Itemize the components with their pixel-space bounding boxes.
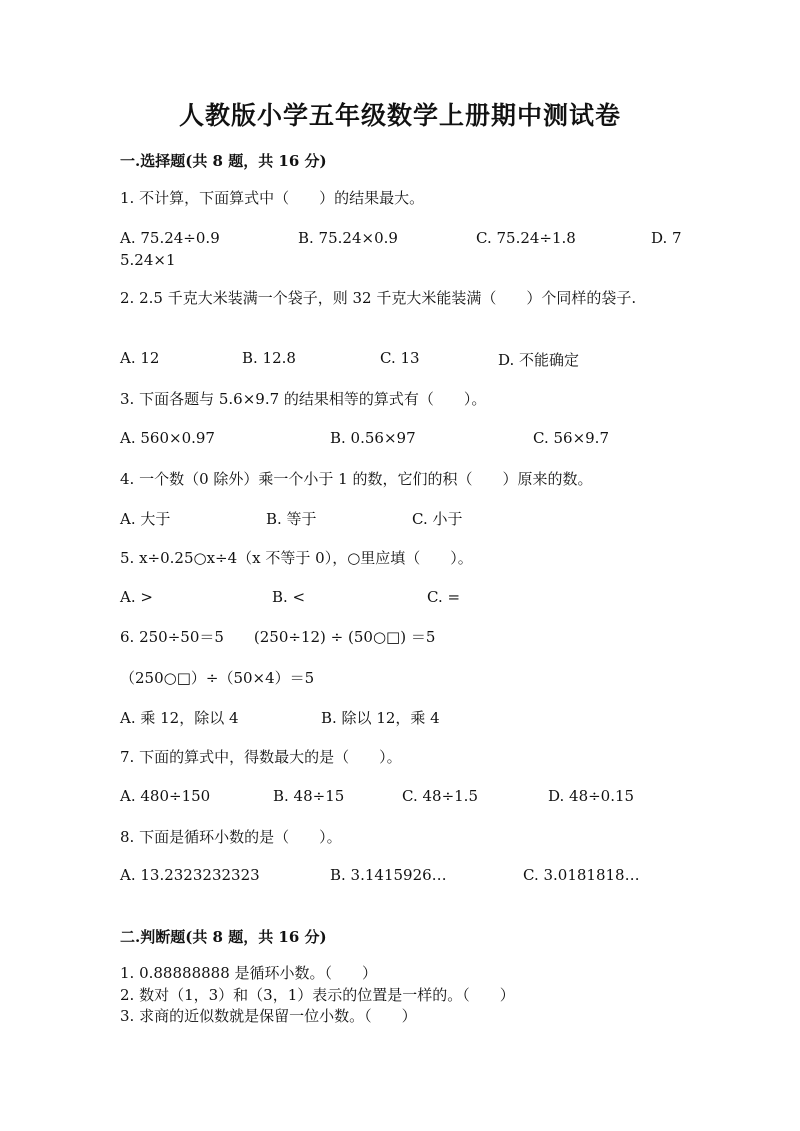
q1-option-d-wrap: 5.24×1: [120, 251, 176, 269]
question-6-line-2: （250○□）÷（50×4）＝5: [120, 669, 315, 687]
q4-option-c: C. 小于: [412, 510, 463, 528]
q7-option-c: C. 48÷1.5: [402, 787, 478, 805]
section-heading-judgement: 二.判断题(共 8 题，共 16 分): [120, 928, 327, 946]
q5-option-c: C. =: [427, 588, 461, 606]
question-7: 7. 下面的算式中，得数最大的是（ ）。: [120, 748, 402, 766]
q4-option-b: B. 等于: [266, 510, 317, 528]
question-8: 8. 下面是循环小数的是（ ）。: [120, 828, 342, 846]
q8-option-b: B. 3.1415926…: [330, 866, 447, 884]
q5-option-b: B. <: [272, 588, 306, 606]
q2-option-d: D. 不能确定: [498, 351, 580, 369]
q6-option-a: A. 乘 12，除以 4: [120, 709, 239, 727]
question-2: 2. 2.5 千克大米装满一个袋子，则 32 千克大米能装满（ ）个同样的袋子.: [120, 289, 637, 307]
q1-option-a: A. 75.24÷0.9: [120, 229, 220, 247]
q2-option-a: A. 12: [120, 349, 160, 367]
judgement-item-1: 1. 0.88888888 是循环小数。（ ）: [120, 964, 378, 982]
q3-option-a: A. 560×0.97: [120, 429, 215, 447]
q7-option-a: A. 480÷150: [120, 787, 211, 805]
judgement-item-2: 2. 数对（1，3）和（3，1）表示的位置是一样的。（ ）: [120, 986, 515, 1004]
q1-option-c: C. 75.24÷1.8: [476, 229, 576, 247]
q3-option-b: B. 0.56×97: [330, 429, 416, 447]
q7-option-b: B. 48÷15: [273, 787, 345, 805]
question-6: 6. 250÷50＝5 (250÷12) ÷ (50○□) ＝5: [120, 628, 436, 646]
q4-option-a: A. 大于: [120, 510, 171, 528]
q5-option-a: A. >: [120, 588, 153, 606]
q7-option-d: D. 48÷0.15: [548, 787, 635, 805]
judgement-item-3: 3. 求商的近似数就是保留一位小数。（ ）: [120, 1007, 417, 1025]
q1-option-d: D. 7: [651, 229, 682, 247]
section-heading-choice: 一.选择题(共 8 题，共 16 分): [120, 152, 327, 170]
question-1: 1. 不计算，下面算式中（ ）的结果最大。: [120, 189, 425, 207]
question-5: 5. x÷0.25○x÷4（x 不等于 0），○里应填（ ）。: [120, 549, 473, 567]
q3-option-c: C. 56×9.7: [533, 429, 609, 447]
q8-option-c: C. 3.0181818…: [523, 866, 640, 884]
q8-option-a: A. 13.2323232323: [120, 866, 260, 884]
q1-option-b: B. 75.24×0.9: [298, 229, 398, 247]
page-title: 人教版小学五年级数学上册期中测试卷: [178, 101, 621, 130]
question-4: 4. 一个数（0 除外）乘一个小于 1 的数，它们的积（ ）原来的数。: [120, 470, 593, 488]
q6-option-b: B. 除以 12，乘 4: [321, 709, 440, 727]
q2-option-c: C. 13: [380, 349, 420, 367]
q2-option-b: B. 12.8: [242, 349, 296, 367]
question-3: 3. 下面各题与 5.6×9.7 的结果相等的算式有（ ）。: [120, 390, 487, 408]
